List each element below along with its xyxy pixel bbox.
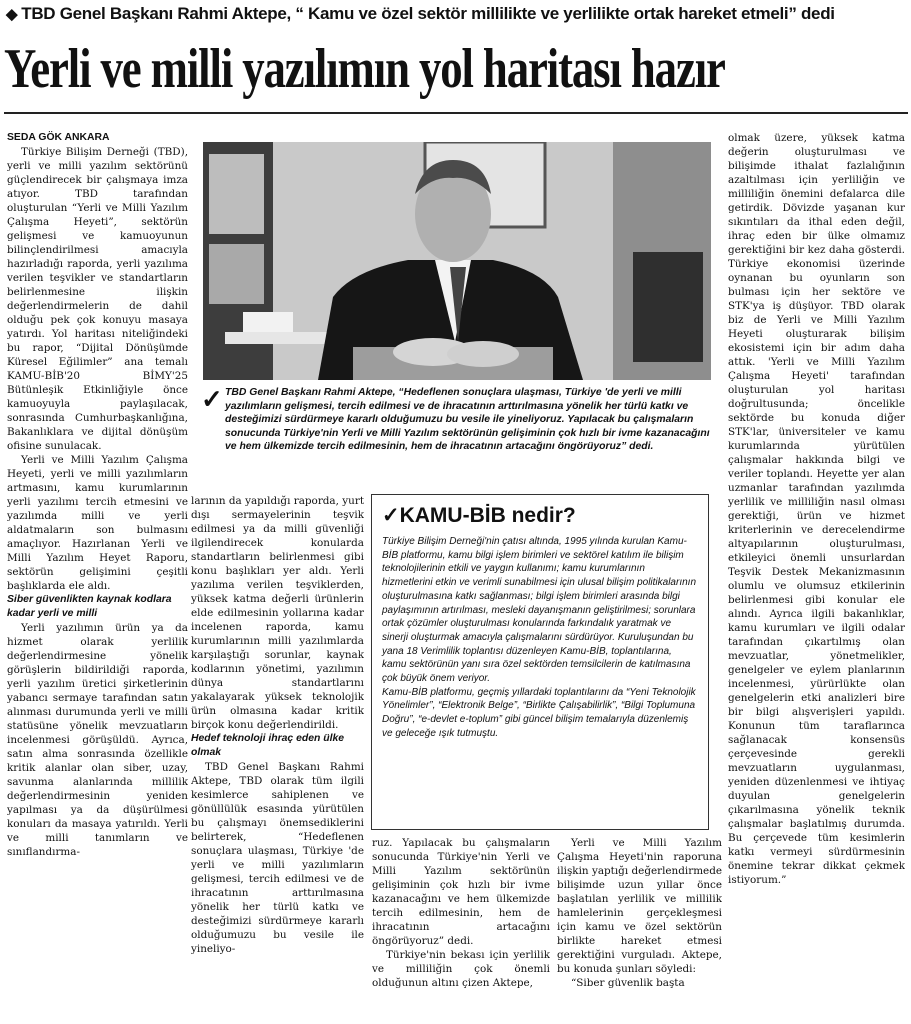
- kamu-bib-infobox: [371, 494, 709, 830]
- col1-paragraph-3: Yerli yazılımın ürün ya da hizmet olarak yerlilik değerlendirmesine yönelik görüşlerin bildirildiği raporda, yerli yazılım üretici şirketlerinin yabancı sermaye tarafından satın alınması durumunda yerli ve milli statüsüne yönelik mevzuatların incelenmesi görüşüldü. Ayrıca, satın alma sonrasında özellikle kritik alanlar olan siber, uzay, savunma alanlarında millilik değerlendirmesinin yeniden yapılması ya da düşürülmesi konuları da masaya yatırıldı. Yerli ve milli tanımların ve sınıflandırma-: [7, 622, 188, 858]
- col1-paragraph-2: Yerli ve Milli Yazılım Çalışma Heyeti, yerli ve milli yazılımların artmasını, kamu kurumlarının yerli yazılımı tercih etmesini ve yazılımda milli ve yerli aldatmaların son bulmasını amaçlıyor. Hazırlanan Yerli ve Milli Yazılım Heyet Raporu, sektörün gelişimini çeşitli başlıklarda ele aldı.: [7, 454, 188, 592]
- infobox-title: ✓KAMU-BİB nedir?: [382, 504, 576, 527]
- photo-rahmi-aktepe: [203, 142, 711, 380]
- col4-paragraph-1: Yerli ve Milli Yazılım Çalışma Heyeti'nin raporuna ilişkin yaptığı değerlendirmede bilişimde uzun yıllar önce başlatılan yerlilik ve millilik hamlelerinin gerçekleşmesi için kamu ve özel sektörün birlikte hareket etmesi gerektiğini vurguladı. Aktepe, bu konuda şunları söyledi:: [557, 837, 722, 975]
- col2-paragraph-2: TBD Genel Başkanı Rahmi Aktepe, TBD olarak tüm ilgili kesimlerce sahiplenen ve gönüllülük esasında yürütülen bu çalışmayı önemsediklerini belirterek, “Hedeflenen sonuçlara ulaşması, Türkiye 'de yerli ve milli yazılımların gelişmesi, tercih edilmesi ve de ihracatının arttırılmasına yönelik her türlü katkı ve desteğimizi sürdürmeye kararlı olduğumuzu bu vesile ile yineliyo-: [191, 761, 364, 955]
- headline-rule: [4, 112, 908, 114]
- col5-paragraph-1: olmak üzere, yüksek katma değerin oluşturulması ve bilişimde ithalat fazlalığının azaltılması için yerliliğin ve milliliğin önemini defalarca dile getirdik. Dövizde yaşanan kur sıkıntıları da ithal eden değil, ihraç eden bir ülke olmamız gerektiğini bir kez daha gösterdi. Türkiye ekonomisi üzerinde oynanan bu oyunların son bulması için her sektöre ve STK'ya iş düşüyor. TBD olarak biz de Yerli ve Milli Yazılım Heyeti oluşturarak bilişim ekosistemi için bir adım daha attık. 'Yerli ve Milli Yazılım Çalışma Heyeti' tarafından oluşturulan yol haritası doğrultusunda; öncelikle sektörde bu konuda diğer STK'lar, üniversiteler ve kamu kurumlarında yürütülen çalışmalar hakkında bilgi ve veriler toplandı. Heyette yer alan uzmanlar tarafından yazılımda yerlilik ve milliliğin nasıl olması gerektiği, ürün ve hizmet kriterlerinin ve derecelendirme altyapılarının oluşturulması, etkileyici önemli unsurlardan Teşvik Destek Mekanizmasının olumlu ve olumsuz etkilerinin belirlenmesi gibi konular ele alındı. Ayrıca ilgili bakanlıklar, kamu kurumları ve ilgili odalar tarafından çıkartılmış olan mevzuatlar, yönetmelikler, genelgeler ve eylem planlarının incelenmesi, yürürlükte olan genelgelerin etki analizleri bire bir bilgi alışverişleri yapıldı. Konunun tüm taraflarınca sağlanacak konsensüs çerçevesinde gerekli mevzuatların uygulanması, yeniden düzenlenmesi ve ihtiyaç duyulan genelgelerin çıkarılmasına yönelik teknik çalışmalar başlatılmış durumda. Bu çerçevede tüm kesimlerin katkı vermeyi sürdürmesinin önemine tekrar dikkat çekmek istiyorum.”: [728, 132, 905, 886]
- photo-caption-text: TBD Genel Başkanı Rahmi Aktepe, “Hedeflenen sonuçlara ulaşması, Türkiye 'de yerli ve milli yazılımların gelişmesi, tercih edilmesi ve de ihracatının arttırılmasına yönelik her türlü katkı ve desteğimizi sürdürmeye kararlı olduğumuzu bu vesile ile yineliyoruz. Yapılacak bu çalışmaların sonucunda Türkiye'nin Yerli ve Milli Yazılım sektörünün gelişiminin çok hızlı bir ivme kazanacağını ve hem ülkemizde tercih edilmesinin, hem de ihracatının artacağını öngörüyoruz” dedi.: [225, 387, 710, 452]
- column-5: [728, 131, 905, 1024]
- col3-paragraph-1: ruz. Yapılacak bu çalışmaların sonucunda Türkiye'nin Yerli ve Milli Yazılım sektörünün gelişiminin çok hızlı bir ivme kazanacağını ve hem ülkemizde tercih edilmesinin, hem de ihracatının artacağını öngörüyoruz” dedi.: [372, 837, 550, 947]
- column-4: [557, 836, 722, 1024]
- col2-paragraph-1: larının da yapıldığı raporda, yurt dışı sermayelerinin teşvik edilmesi ya da milli güvenliği ilgilendirecek konularda standartların belirlenmesi gibi konu başlıkları yer aldı. Yerli yazılıma verilen teşviklerden, yüksek katma değerli ürünlerin elde edilmesinin yollarına kadar incelenen raporda, kamu kurumlarının milli yazılımlarda karşılaştığı sorunlar, kaynak kodlarının yönetimi, yazılımın dünya standartlarını yakalayarak yüksek teknolojik ürün olmasına kadar kritik birçok konu değerlendirildi.: [191, 495, 364, 731]
- col2-subheading: Hedef teknoloji ihraç eden ülke olmak: [191, 733, 345, 758]
- headline: Yerli ve milli yazılımın yol haritası hazır: [4, 38, 725, 100]
- col3-paragraph-2: Türkiye'nin bekası için yerlilik ve milliliğin çok önemli olduğunun altını çizen Aktepe,: [372, 949, 550, 989]
- kicker-text: TBD Genel Başkanı Rahmi Aktepe, “ Kamu ve özel sektör millilikte ve yerlilikte ortak hareket etmeli” dedi: [21, 4, 835, 23]
- kicker: [6, 4, 906, 24]
- infobox-paragraph-2: Kamu-BİB platformu, geçmiş yıllardaki toplantılarını da “Yeni Teknolojik Yönelimler”, “Elektronik Belge”, “Birlikte Çalışabilirlik”, “Bilgi Toplumuna Doğru”, “e-devlet e-toplum” gibi güncel bilişim temalarıyla düzenlemiş ve geleceğe ışık tutmuştu.: [382, 686, 696, 739]
- col1-subheading: Siber güvenlikten kaynak kodlara kadar yerli ve milli: [7, 594, 172, 619]
- portrait-photo-illustration: [203, 142, 711, 380]
- column-2: [191, 494, 364, 1024]
- col1-paragraph-1: Türkiye Bilişim Derneği (TBD), yerli ve milli yazılım sektörünü güçlendirecek bir çalışmaya imza atıyor. TBD tarafından oluşturulan “Yerli ve Milli Yazılım Çalışma Heyeti”, sektörün gelişmesi ve kamuoyunun bilinçlendirilmesi amacıyla hazırladığı raporda, yerli yazılıma verilen teşvikler ve standartların belirlenmesine ilişkin değerlendirmelerin de dahil olduğu pek çok konuyu masaya yatırdı. Yol haritası niteliğindeki bu rapor, “Dijital Dönüşümde Küresel Eğilimler” ana temalı KAMU-BİB'20 BİMY'25 Bütünleşik Etkinliğiyle önce kamuoyuyla paylaşılacak, sonrasında Cumhurbaşkanlığına, Bakanlıklara ve dijital dönüşüm ofisine sunulacak.: [7, 146, 188, 452]
- byline: SEDA GÖK ANKARA: [7, 132, 110, 143]
- photo-caption: [203, 386, 711, 454]
- col4-paragraph-2: “Siber güvenlik başta: [571, 977, 685, 989]
- column-3: [372, 836, 550, 1024]
- checkmark-icon: ✓: [201, 384, 223, 414]
- diamond-bullet-icon: ◆: [6, 6, 18, 23]
- infobox-paragraph-1: Türkiye Bilişim Derneği'nin çatısı altında, 1995 yılında kurulan Kamu-BİB platformu, kamu bilgi işlem birimleri ve sektörel katılım ile bilişim teknolojilerinin etkili ve yaygın kullanımı; kamu kurumlarının hizmetlerini etkin ve verimli sunabilmesi için ulusal bilişim politikalarının oluşturulmasına katkı sağlanması; bilgi işlem birimleri arasında bilgi paylaşımının artırılması, mesleki dayanışmanın geliştirilmesi; sorunlara ortak çözümler oluşturulması konularında farkındalık yaratmak ve sinerji oluşturmak amacıyla çalışmalarını sürdürüyor. Kuruluşundan bu yana 18 Verimlilik toplantısı düzenleyen Kamu-BİB, toplantılarına, kamu sektörünün yanı sıra özel sektörden temsilcilerin de katılmasına çok büyük önem veriyor.: [382, 536, 697, 685]
- column-1: [7, 131, 188, 1024]
